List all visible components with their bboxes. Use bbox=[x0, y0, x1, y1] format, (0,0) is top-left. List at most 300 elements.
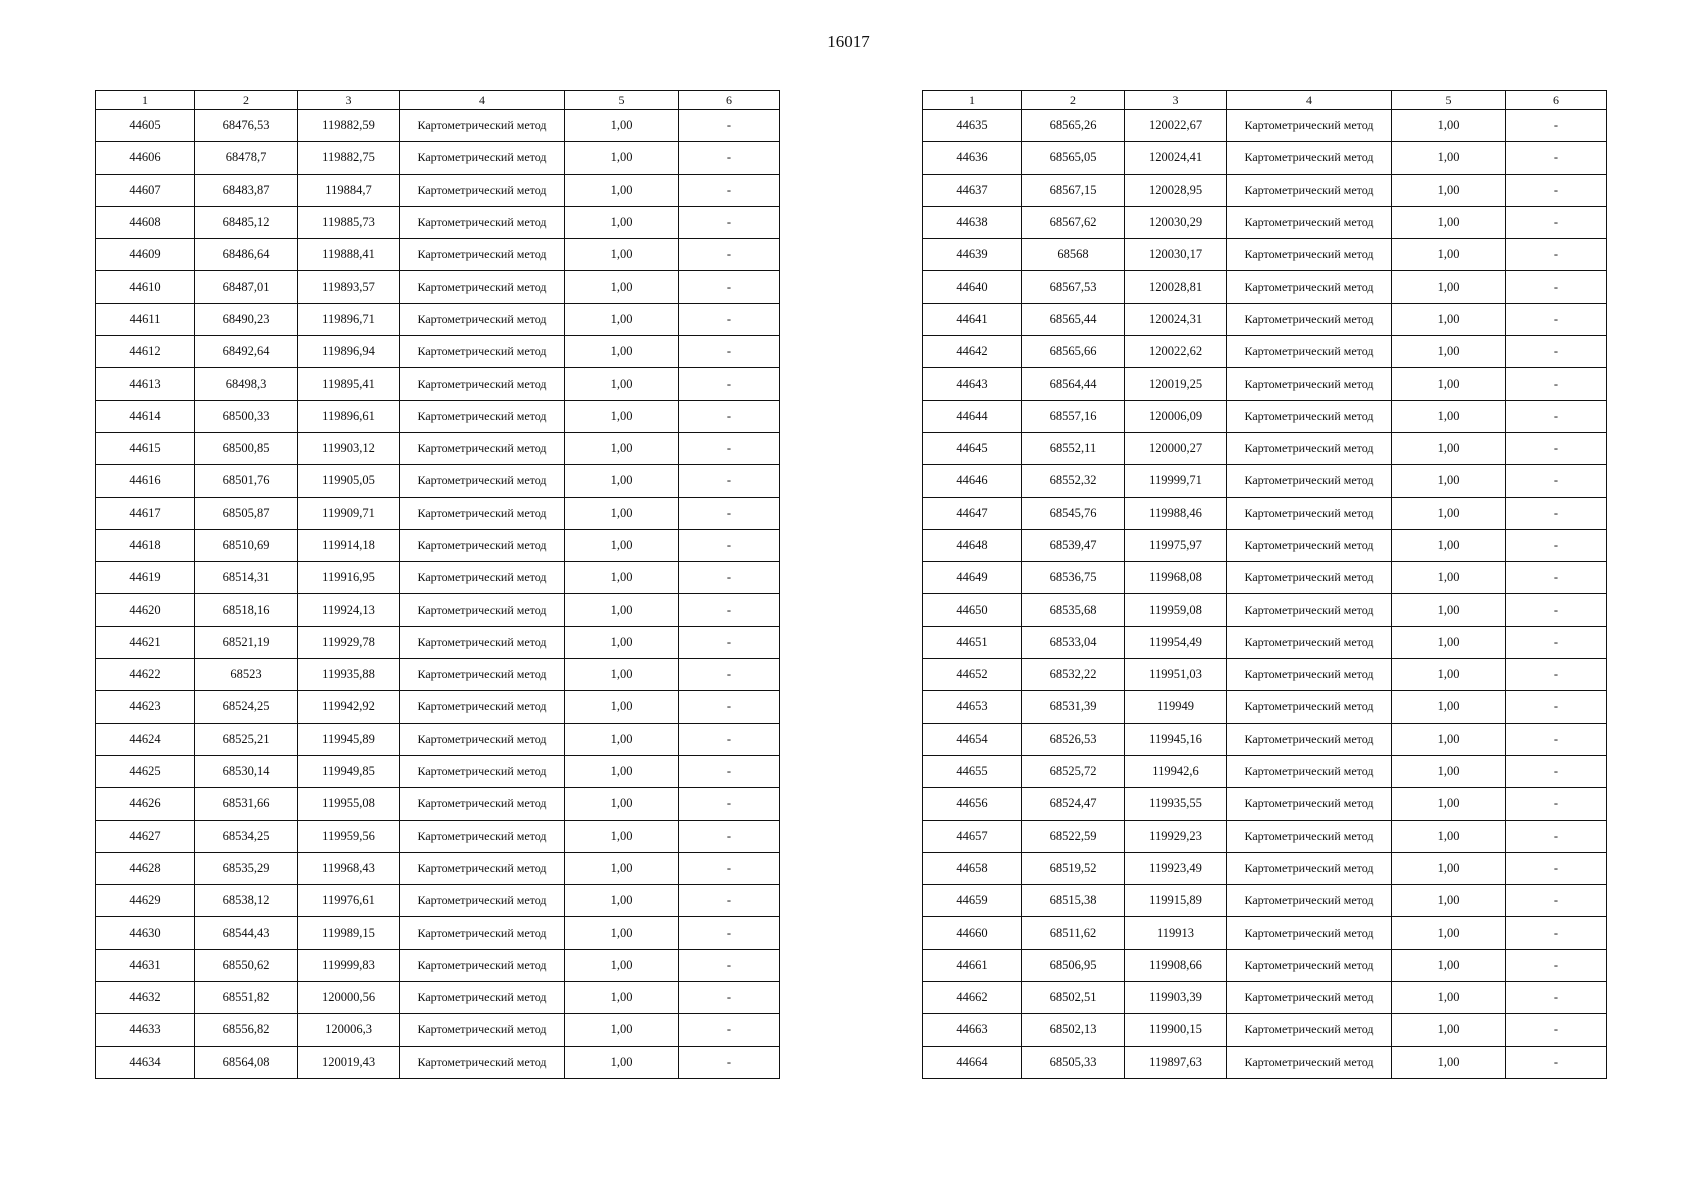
table-cell: 1,00 bbox=[565, 852, 679, 884]
table-cell: 1,00 bbox=[565, 723, 679, 755]
table-cell: 44656 bbox=[923, 788, 1022, 820]
table-cell: 68498,3 bbox=[195, 368, 298, 400]
table-cell: - bbox=[679, 885, 780, 917]
table-cell: - bbox=[679, 949, 780, 981]
table-cell: - bbox=[1506, 788, 1607, 820]
table-cell: 44637 bbox=[923, 174, 1022, 206]
table-body bbox=[96, 110, 780, 1079]
table-cell: 44624 bbox=[96, 723, 195, 755]
table-cell: 1,00 bbox=[565, 303, 679, 335]
table-row bbox=[96, 336, 780, 368]
table-cell: 119988,46 bbox=[1125, 497, 1227, 529]
table-cell: 119949,85 bbox=[298, 755, 400, 787]
table-row bbox=[96, 110, 780, 142]
table-cell: 68565,66 bbox=[1022, 336, 1125, 368]
table-cell: 119882,75 bbox=[298, 142, 400, 174]
table-cell: 119945,89 bbox=[298, 723, 400, 755]
table-cell: - bbox=[679, 982, 780, 1014]
table-cell: 68545,76 bbox=[1022, 497, 1125, 529]
table-cell: - bbox=[1506, 820, 1607, 852]
table-cell: 1,00 bbox=[565, 982, 679, 1014]
table-cell: 44652 bbox=[923, 659, 1022, 691]
table-cell: 68567,53 bbox=[1022, 271, 1125, 303]
table-cell: 119897,63 bbox=[1125, 1046, 1227, 1078]
table-cell: 68552,32 bbox=[1022, 465, 1125, 497]
table-cell: 68521,19 bbox=[195, 626, 298, 658]
table-cell: 68518,16 bbox=[195, 594, 298, 626]
table-cell: Картометрический метод bbox=[400, 562, 565, 594]
table-cell: Картометрический метод bbox=[400, 239, 565, 271]
table-cell: 44644 bbox=[923, 400, 1022, 432]
table-cell: 44664 bbox=[923, 1046, 1022, 1078]
table-row bbox=[96, 626, 780, 658]
table-cell: 44633 bbox=[96, 1014, 195, 1046]
table-cell: Картометрический метод bbox=[1227, 529, 1392, 561]
table-row bbox=[96, 594, 780, 626]
table-cell: 44639 bbox=[923, 239, 1022, 271]
table-row bbox=[96, 852, 780, 884]
table-cell: 1,00 bbox=[1392, 852, 1506, 884]
table-cell: 119999,71 bbox=[1125, 465, 1227, 497]
table-cell: 44626 bbox=[96, 788, 195, 820]
table-cell: 119959,56 bbox=[298, 820, 400, 852]
table-cell: 68501,76 bbox=[195, 465, 298, 497]
table-cell: - bbox=[679, 626, 780, 658]
table-cell: 68485,12 bbox=[195, 206, 298, 238]
table-cell: 44649 bbox=[923, 562, 1022, 594]
table-cell: 1,00 bbox=[565, 1014, 679, 1046]
table-cell: Картометрический метод bbox=[1227, 206, 1392, 238]
table-cell: 68487,01 bbox=[195, 271, 298, 303]
table-cell: - bbox=[1506, 982, 1607, 1014]
table-cell: - bbox=[1506, 206, 1607, 238]
table-cell: Картометрический метод bbox=[400, 659, 565, 691]
table-cell: 44611 bbox=[96, 303, 195, 335]
table-row bbox=[96, 1046, 780, 1078]
table-cell: 68544,43 bbox=[195, 917, 298, 949]
table-cell: 1,00 bbox=[565, 239, 679, 271]
table-cell: 119923,49 bbox=[1125, 852, 1227, 884]
column-header: 1 bbox=[96, 91, 195, 110]
table-cell: - bbox=[1506, 852, 1607, 884]
table-cell: 1,00 bbox=[1392, 755, 1506, 787]
table-cell: 119893,57 bbox=[298, 271, 400, 303]
table-cell: Картометрический метод bbox=[1227, 723, 1392, 755]
table-cell: Картометрический метод bbox=[400, 110, 565, 142]
table-cell: Картометрический метод bbox=[400, 336, 565, 368]
table-cell: 120030,29 bbox=[1125, 206, 1227, 238]
column-header: 6 bbox=[1506, 91, 1607, 110]
table-cell: 120000,56 bbox=[298, 982, 400, 1014]
table-cell: 1,00 bbox=[565, 788, 679, 820]
table-cell: 68486,64 bbox=[195, 239, 298, 271]
table-cell: 1,00 bbox=[565, 497, 679, 529]
table-cell: 120024,41 bbox=[1125, 142, 1227, 174]
table-cell: 44635 bbox=[923, 110, 1022, 142]
table-row bbox=[923, 1046, 1607, 1078]
table-cell: 1,00 bbox=[565, 820, 679, 852]
table-cell: Картометрический метод bbox=[400, 594, 565, 626]
table-row bbox=[923, 303, 1607, 335]
table-row bbox=[923, 852, 1607, 884]
table-cell: 1,00 bbox=[565, 271, 679, 303]
table-cell: 68490,23 bbox=[195, 303, 298, 335]
table-cell: 120030,17 bbox=[1125, 239, 1227, 271]
table-cell: - bbox=[1506, 755, 1607, 787]
table-cell: - bbox=[1506, 885, 1607, 917]
table-row bbox=[923, 174, 1607, 206]
page-number: 16017 bbox=[827, 32, 870, 51]
table-row bbox=[96, 788, 780, 820]
table-cell: - bbox=[679, 368, 780, 400]
table-cell: - bbox=[679, 142, 780, 174]
header-row bbox=[923, 91, 1607, 110]
table-cell: 119942,92 bbox=[298, 691, 400, 723]
table-cell: 119900,15 bbox=[1125, 1014, 1227, 1046]
table-cell: 68564,44 bbox=[1022, 368, 1125, 400]
table-cell: 68533,04 bbox=[1022, 626, 1125, 658]
table-cell: 1,00 bbox=[1392, 788, 1506, 820]
table-row bbox=[96, 659, 780, 691]
column-header: 6 bbox=[679, 91, 780, 110]
table-cell: 120000,27 bbox=[1125, 432, 1227, 464]
column-header: 3 bbox=[1125, 91, 1227, 110]
table-cell: 44659 bbox=[923, 885, 1022, 917]
table-body bbox=[923, 110, 1607, 1079]
table-cell: 44647 bbox=[923, 497, 1022, 529]
column-header: 2 bbox=[1022, 91, 1125, 110]
table-cell: 1,00 bbox=[565, 659, 679, 691]
table-cell: - bbox=[1506, 497, 1607, 529]
table-cell: Картометрический метод bbox=[400, 174, 565, 206]
table-cell: 1,00 bbox=[565, 174, 679, 206]
table-cell: 44642 bbox=[923, 336, 1022, 368]
table-cell: 1,00 bbox=[1392, 368, 1506, 400]
table-cell: - bbox=[679, 755, 780, 787]
table-cell: 1,00 bbox=[565, 626, 679, 658]
table-cell: 68565,44 bbox=[1022, 303, 1125, 335]
table-cell: - bbox=[679, 820, 780, 852]
table-cell: 68502,51 bbox=[1022, 982, 1125, 1014]
table-cell: 68524,47 bbox=[1022, 788, 1125, 820]
table-cell: 1,00 bbox=[565, 465, 679, 497]
table-cell: - bbox=[1506, 142, 1607, 174]
coordinates-table-right bbox=[922, 90, 1607, 1079]
table-cell: 68556,82 bbox=[195, 1014, 298, 1046]
table-cell: 119989,15 bbox=[298, 917, 400, 949]
table-cell: 44610 bbox=[96, 271, 195, 303]
table-row bbox=[923, 788, 1607, 820]
table-row bbox=[96, 529, 780, 561]
table-row bbox=[923, 142, 1607, 174]
table-cell: 44657 bbox=[923, 820, 1022, 852]
table-cell: 119916,95 bbox=[298, 562, 400, 594]
table-cell: 119903,12 bbox=[298, 432, 400, 464]
table-cell: - bbox=[679, 659, 780, 691]
table-row bbox=[923, 239, 1607, 271]
table-cell: - bbox=[679, 529, 780, 561]
table-cell: Картометрический метод bbox=[1227, 142, 1392, 174]
table-cell: 68511,62 bbox=[1022, 917, 1125, 949]
table-cell: 44606 bbox=[96, 142, 195, 174]
table-cell: 68535,68 bbox=[1022, 594, 1125, 626]
table-cell: - bbox=[1506, 432, 1607, 464]
table-cell: 120006,09 bbox=[1125, 400, 1227, 432]
table-cell: 1,00 bbox=[1392, 303, 1506, 335]
table-cell: 1,00 bbox=[1392, 949, 1506, 981]
table-cell: 119976,61 bbox=[298, 885, 400, 917]
table-row bbox=[923, 271, 1607, 303]
table-cell: 120022,62 bbox=[1125, 336, 1227, 368]
table-cell: 44641 bbox=[923, 303, 1022, 335]
table-cell: 119942,6 bbox=[1125, 755, 1227, 787]
table-cell: 44619 bbox=[96, 562, 195, 594]
table-cell: 44663 bbox=[923, 1014, 1022, 1046]
table-cell: - bbox=[679, 691, 780, 723]
table-cell: 119905,05 bbox=[298, 465, 400, 497]
table-cell: Картометрический метод bbox=[1227, 368, 1392, 400]
table-row bbox=[923, 885, 1607, 917]
table-cell: Картометрический метод bbox=[400, 852, 565, 884]
table-cell: 44612 bbox=[96, 336, 195, 368]
table-cell: - bbox=[679, 110, 780, 142]
table-cell: Картометрический метод bbox=[400, 142, 565, 174]
table-cell: Картометрический метод bbox=[400, 755, 565, 787]
table-cell: 68510,69 bbox=[195, 529, 298, 561]
table-cell: 1,00 bbox=[1392, 336, 1506, 368]
table-cell: 119929,78 bbox=[298, 626, 400, 658]
table-cell: 68523 bbox=[195, 659, 298, 691]
table-cell: 1,00 bbox=[1392, 174, 1506, 206]
table-cell: 68514,31 bbox=[195, 562, 298, 594]
table-cell: - bbox=[679, 336, 780, 368]
table-row bbox=[96, 432, 780, 464]
table-cell: 1,00 bbox=[1392, 885, 1506, 917]
table-cell: - bbox=[1506, 303, 1607, 335]
table-cell: Картометрический метод bbox=[1227, 594, 1392, 626]
table-row bbox=[923, 465, 1607, 497]
table-cell: Картометрический метод bbox=[400, 465, 565, 497]
table-cell: Картометрический метод bbox=[1227, 788, 1392, 820]
table-cell: 44654 bbox=[923, 723, 1022, 755]
table-cell: - bbox=[679, 432, 780, 464]
table-cell: 44636 bbox=[923, 142, 1022, 174]
table-cell: 119909,71 bbox=[298, 497, 400, 529]
table-cell: 120019,25 bbox=[1125, 368, 1227, 400]
column-header: 3 bbox=[298, 91, 400, 110]
table-cell: Картометрический метод bbox=[1227, 917, 1392, 949]
table-cell: 1,00 bbox=[1392, 239, 1506, 271]
table-cell: - bbox=[1506, 239, 1607, 271]
table-cell: Картометрический метод bbox=[1227, 432, 1392, 464]
table-row bbox=[923, 1014, 1607, 1046]
table-cell: - bbox=[1506, 626, 1607, 658]
table-cell: Картометрический метод bbox=[1227, 303, 1392, 335]
table-row bbox=[923, 336, 1607, 368]
table-cell: 1,00 bbox=[1392, 659, 1506, 691]
table-cell: 44618 bbox=[96, 529, 195, 561]
column-header: 1 bbox=[923, 91, 1022, 110]
table-cell: 120024,31 bbox=[1125, 303, 1227, 335]
table-cell: 1,00 bbox=[1392, 142, 1506, 174]
table-cell: 44617 bbox=[96, 497, 195, 529]
table-cell: 1,00 bbox=[565, 691, 679, 723]
table-cell: 44653 bbox=[923, 691, 1022, 723]
table-cell: Картометрический метод bbox=[1227, 852, 1392, 884]
table-cell: - bbox=[679, 206, 780, 238]
table-cell: 68476,53 bbox=[195, 110, 298, 142]
table-cell: 44608 bbox=[96, 206, 195, 238]
table-cell: - bbox=[679, 788, 780, 820]
table-cell: Картометрический метод bbox=[400, 1046, 565, 1078]
table-cell: Картометрический метод bbox=[400, 432, 565, 464]
table-cell: - bbox=[1506, 659, 1607, 691]
table-cell: 119935,88 bbox=[298, 659, 400, 691]
table-cell: 44648 bbox=[923, 529, 1022, 561]
table-cell: Картометрический метод bbox=[1227, 820, 1392, 852]
table-cell: Картометрический метод bbox=[400, 788, 565, 820]
table-cell: 1,00 bbox=[1392, 271, 1506, 303]
table-cell: - bbox=[679, 1014, 780, 1046]
table-cell: 68552,11 bbox=[1022, 432, 1125, 464]
table-cell: Картометрический метод bbox=[400, 949, 565, 981]
table-cell: 44621 bbox=[96, 626, 195, 658]
table-cell: - bbox=[679, 465, 780, 497]
table-cell: 119908,66 bbox=[1125, 949, 1227, 981]
table-cell: Картометрический метод bbox=[1227, 949, 1392, 981]
table-cell: Картометрический метод bbox=[400, 820, 565, 852]
table-cell: 119955,08 bbox=[298, 788, 400, 820]
table-cell: 119968,08 bbox=[1125, 562, 1227, 594]
column-header: 5 bbox=[1392, 91, 1506, 110]
table-cell: 1,00 bbox=[1392, 691, 1506, 723]
table-cell: 44658 bbox=[923, 852, 1022, 884]
table-row bbox=[96, 562, 780, 594]
table-cell: - bbox=[1506, 336, 1607, 368]
table-cell: 68534,25 bbox=[195, 820, 298, 852]
table-row bbox=[923, 691, 1607, 723]
table-cell: Картометрический метод bbox=[400, 626, 565, 658]
table-cell: 119959,08 bbox=[1125, 594, 1227, 626]
table-cell: - bbox=[679, 497, 780, 529]
table-row bbox=[923, 206, 1607, 238]
table-cell: 44660 bbox=[923, 917, 1022, 949]
table-cell: - bbox=[679, 594, 780, 626]
table-cell: 68538,12 bbox=[195, 885, 298, 917]
table-cell: 1,00 bbox=[565, 110, 679, 142]
table-cell: 68530,14 bbox=[195, 755, 298, 787]
table-cell: 119999,83 bbox=[298, 949, 400, 981]
table-cell: - bbox=[1506, 917, 1607, 949]
table-cell: 68565,05 bbox=[1022, 142, 1125, 174]
table-cell: Картометрический метод bbox=[1227, 691, 1392, 723]
table-cell: 1,00 bbox=[1392, 1014, 1506, 1046]
table-row bbox=[96, 368, 780, 400]
table-row bbox=[96, 497, 780, 529]
coordinates-table-left bbox=[95, 90, 780, 1079]
table-row bbox=[96, 1014, 780, 1046]
column-header: 5 bbox=[565, 91, 679, 110]
table-cell: 44651 bbox=[923, 626, 1022, 658]
table-cell: 119949 bbox=[1125, 691, 1227, 723]
table-cell: 1,00 bbox=[565, 142, 679, 174]
table-cell: 1,00 bbox=[1392, 110, 1506, 142]
table-cell: Картометрический метод bbox=[400, 529, 565, 561]
table-cell: 68564,08 bbox=[195, 1046, 298, 1078]
table-cell: 119896,61 bbox=[298, 400, 400, 432]
table-row bbox=[96, 917, 780, 949]
table-row bbox=[923, 110, 1607, 142]
table-cell: 44616 bbox=[96, 465, 195, 497]
table-cell: Картометрический метод bbox=[1227, 885, 1392, 917]
table-cell: - bbox=[1506, 174, 1607, 206]
table-row bbox=[923, 917, 1607, 949]
table-cell: 44645 bbox=[923, 432, 1022, 464]
table-cell: - bbox=[679, 723, 780, 755]
table-row bbox=[923, 820, 1607, 852]
table-cell: 44628 bbox=[96, 852, 195, 884]
table-cell: 1,00 bbox=[1392, 497, 1506, 529]
table-cell: Картометрический метод bbox=[400, 497, 565, 529]
table-cell: - bbox=[1506, 562, 1607, 594]
table-row bbox=[96, 271, 780, 303]
table-cell: - bbox=[1506, 465, 1607, 497]
table-cell: 44614 bbox=[96, 400, 195, 432]
table-cell: - bbox=[679, 271, 780, 303]
table-cell: 44615 bbox=[96, 432, 195, 464]
table-row bbox=[96, 755, 780, 787]
table-cell: 44620 bbox=[96, 594, 195, 626]
table-cell: Картометрический метод bbox=[1227, 1014, 1392, 1046]
table-cell: 119935,55 bbox=[1125, 788, 1227, 820]
table-cell: 1,00 bbox=[565, 755, 679, 787]
table-cell: 1,00 bbox=[1392, 206, 1506, 238]
table-cell: - bbox=[1506, 723, 1607, 755]
table-cell: 68505,87 bbox=[195, 497, 298, 529]
table-cell: 68502,13 bbox=[1022, 1014, 1125, 1046]
table-cell: Картометрический метод bbox=[400, 1014, 565, 1046]
table-cell: 68532,22 bbox=[1022, 659, 1125, 691]
table-row bbox=[923, 562, 1607, 594]
table-cell: - bbox=[679, 174, 780, 206]
table-cell: 44661 bbox=[923, 949, 1022, 981]
table-row bbox=[96, 400, 780, 432]
table-cell: 68557,16 bbox=[1022, 400, 1125, 432]
table-cell: 1,00 bbox=[565, 594, 679, 626]
table-cell: 44655 bbox=[923, 755, 1022, 787]
table-cell: 68536,75 bbox=[1022, 562, 1125, 594]
table-cell: Картометрический метод bbox=[1227, 982, 1392, 1014]
table-cell: 1,00 bbox=[1392, 529, 1506, 561]
table-cell: Картометрический метод bbox=[400, 400, 565, 432]
table-row bbox=[96, 820, 780, 852]
table-cell: 1,00 bbox=[1392, 723, 1506, 755]
table-cell: 1,00 bbox=[565, 336, 679, 368]
table-cell: Картометрический метод bbox=[1227, 497, 1392, 529]
table-cell: - bbox=[1506, 949, 1607, 981]
table-cell: Картометрический метод bbox=[400, 271, 565, 303]
table-cell: 44650 bbox=[923, 594, 1022, 626]
table-cell: 119895,41 bbox=[298, 368, 400, 400]
table-header bbox=[96, 91, 780, 110]
table-cell: 1,00 bbox=[1392, 594, 1506, 626]
table-cell: 68550,62 bbox=[195, 949, 298, 981]
table-cell: - bbox=[1506, 368, 1607, 400]
table-cell: 68500,85 bbox=[195, 432, 298, 464]
table-cell: 68524,25 bbox=[195, 691, 298, 723]
table-cell: 1,00 bbox=[565, 206, 679, 238]
table-cell: 120028,95 bbox=[1125, 174, 1227, 206]
